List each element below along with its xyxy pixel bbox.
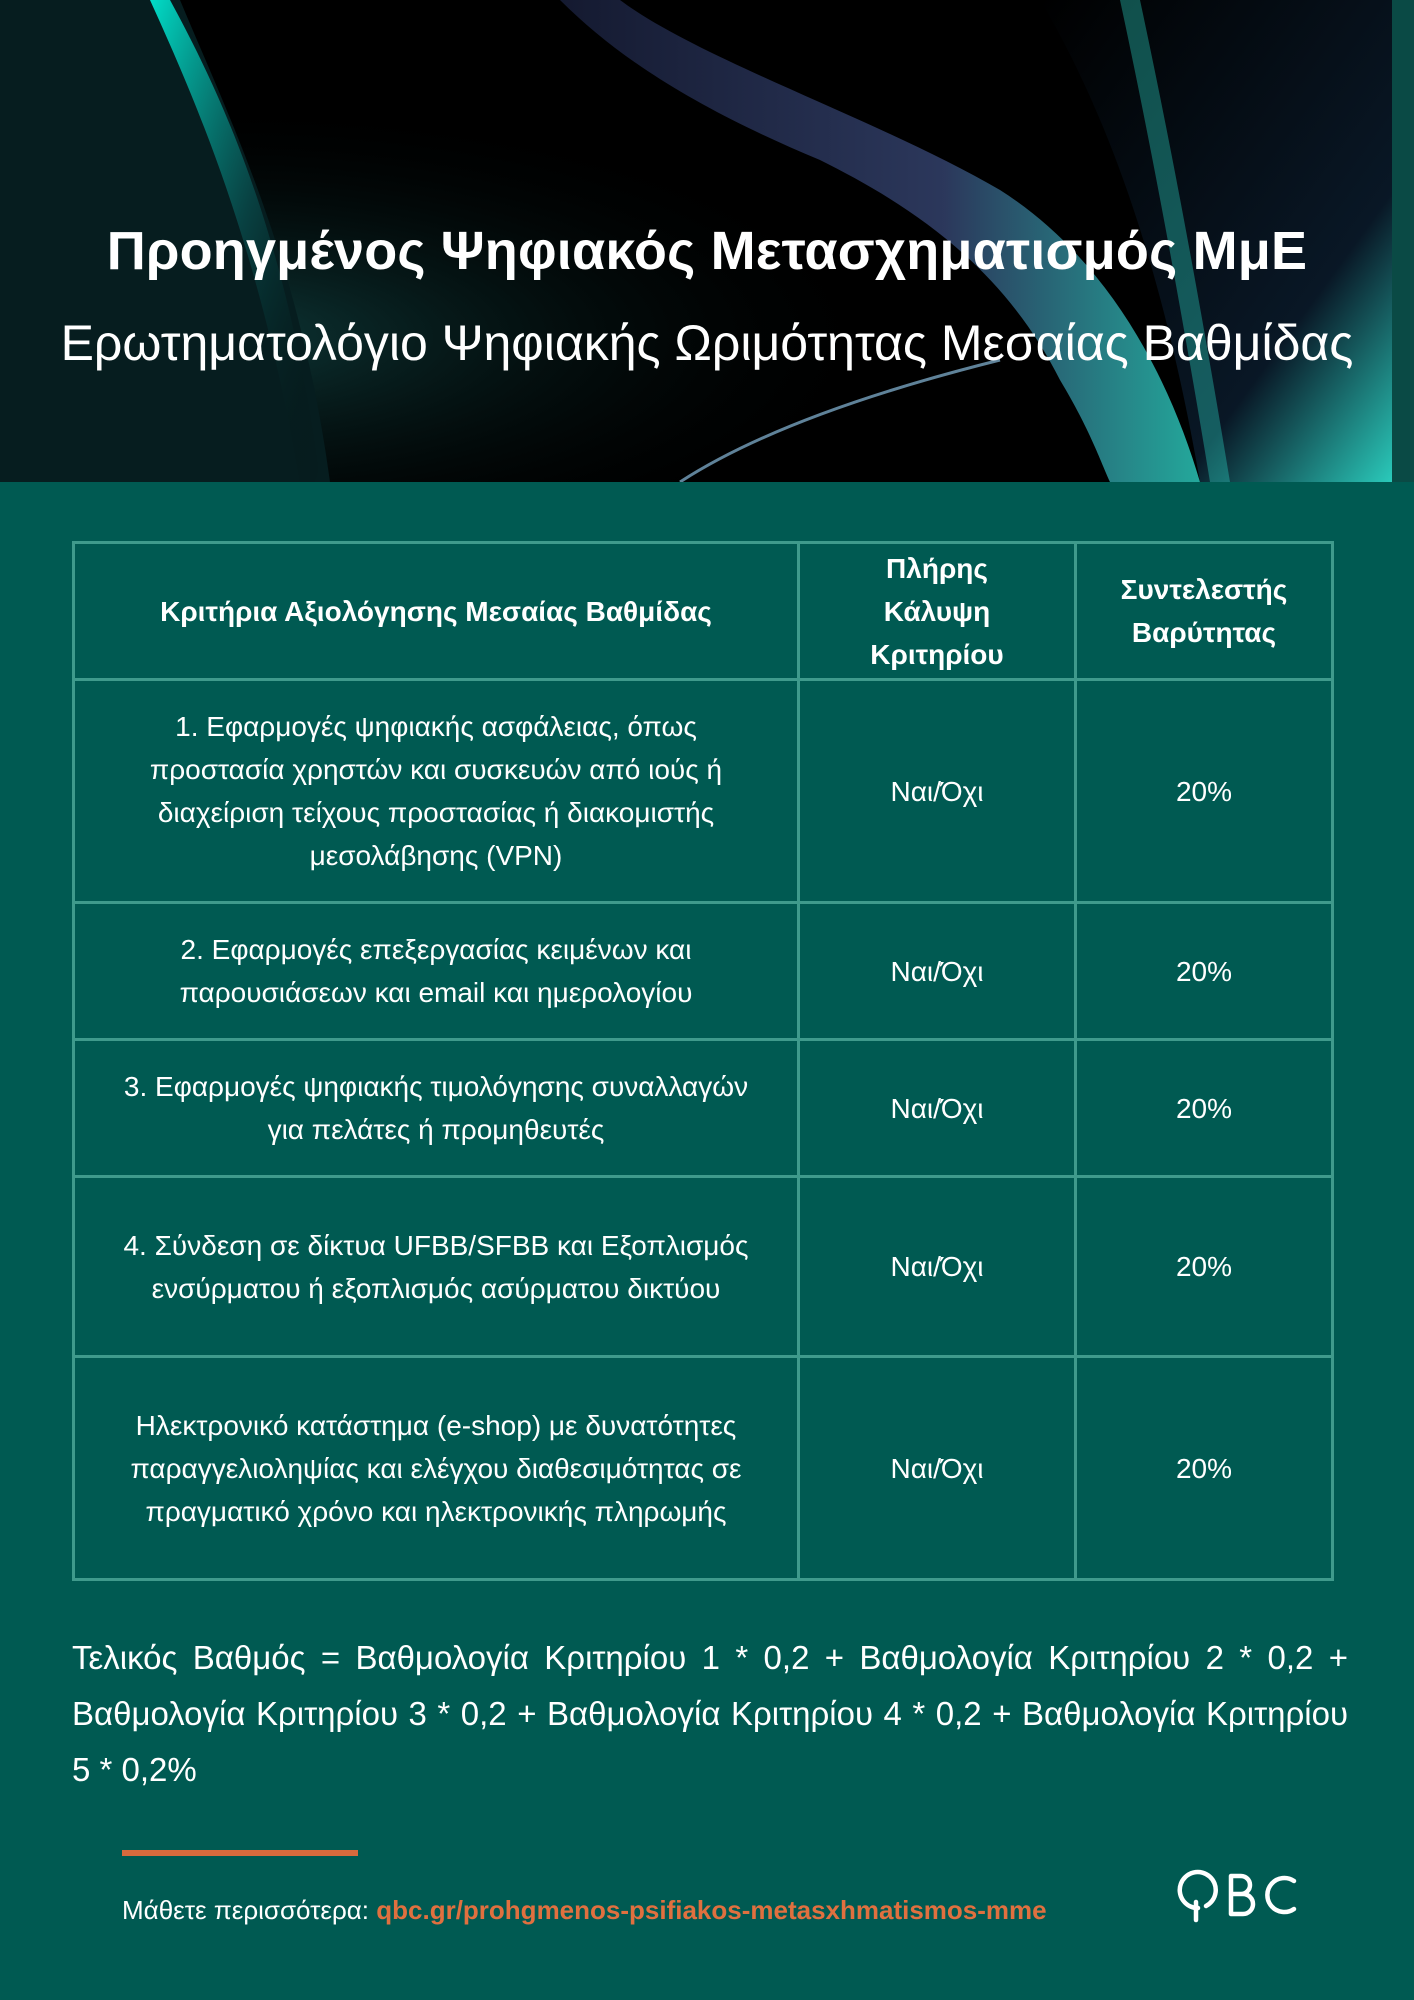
criterion-cell: 1. Εφαρμογές ψηφιακής ασφάλειας, όπως προστασία χρηστών και συσκευών από ιούς ή διαχείριση τείχους προστασίας ή διακομιστής μεσολάβησης (VPN) [74,680,799,903]
weight-cell: 20% [1076,1357,1333,1580]
coverage-cell: Ναι/Όχι [799,903,1076,1040]
coverage-cell: Ναι/Όχι [799,1040,1076,1177]
criteria-table [72,541,1334,1581]
table-header-row [74,543,1333,680]
coverage-cell: Ναι/Όχι [799,680,1076,903]
criterion-cell: 4. Σύνδεση σε δίκτυα UFBB/SFBB και Εξοπλισμός ενσύρματου ή εξοπλισμός ασύρματου δικτύου [74,1177,799,1357]
header-weight: Συντελεστής Βαρύτητας [1076,543,1333,680]
coverage-cell: Ναι/Όχι [799,1177,1076,1357]
table-row [74,680,1333,903]
footer-accent-line [122,1850,358,1856]
table-row [74,903,1333,1040]
weight-cell: 20% [1076,1040,1333,1177]
table-row [74,1177,1333,1357]
page-subtitle: Ερωτηματολόγιο Ψηφιακής Ωριμότητας Μεσαίας Βαθμίδας [60,315,1354,371]
criterion-cell: 2. Εφαρμογές επεξεργασίας κειμένων και παρουσιάσεων και email και ημερολογίου [74,903,799,1040]
footer-link[interactable]: qbc.gr/prohgmenos-psifiakos-metasxhmatismos-mme [376,1895,1047,1925]
criterion-cell: Ηλεκτρονικό κατάστημα (e-shop) με δυνατότητες παραγγελιοληψίας και ελέγχου διαθεσιμότητας σε πραγματικό χρόνο και ηλεκτρονικής πληρωμής [74,1357,799,1580]
coverage-cell: Ναι/Όχι [799,1357,1076,1580]
table-row [74,1040,1333,1177]
footer-label: Μάθετε περισσότερα: [122,1895,377,1925]
header-coverage: Πλήρης Κάλυψη Κριτηρίου [799,543,1076,680]
final-score-formula: Τελικός Βαθμός = Βαθμολογία Κριτηρίου 1 * 0,2 + Βαθμολογία Κριτηρίου 2 * 0,2 + Βαθμολογία Κριτηρίου 3 * 0,2 + Βαθμολογία Κριτηρίου 4 * 0,2 + Βαθμολογία Κριτηρίου 5 * 0,2% [72,1639,1348,1788]
weight-cell: 20% [1076,903,1333,1040]
weight-cell: 20% [1076,680,1333,903]
table-row [74,1357,1333,1580]
footer-learn-more [122,1892,1047,1928]
qbc-logo [1176,1868,1306,1924]
hero-heading [0,215,1414,379]
header-criteria: Κριτήρια Αξιολόγησης Μεσαίας Βαθμίδας [74,543,799,680]
criterion-cell: 3. Εφαρμογές ψηφιακής τιμολόγησης συναλλαγών για πελάτες ή προμηθευτές [74,1040,799,1177]
page-title: Προηγμένος Ψηφιακός Μετασχηματισμός ΜμΕ [106,221,1308,281]
weight-cell: 20% [1076,1177,1333,1357]
